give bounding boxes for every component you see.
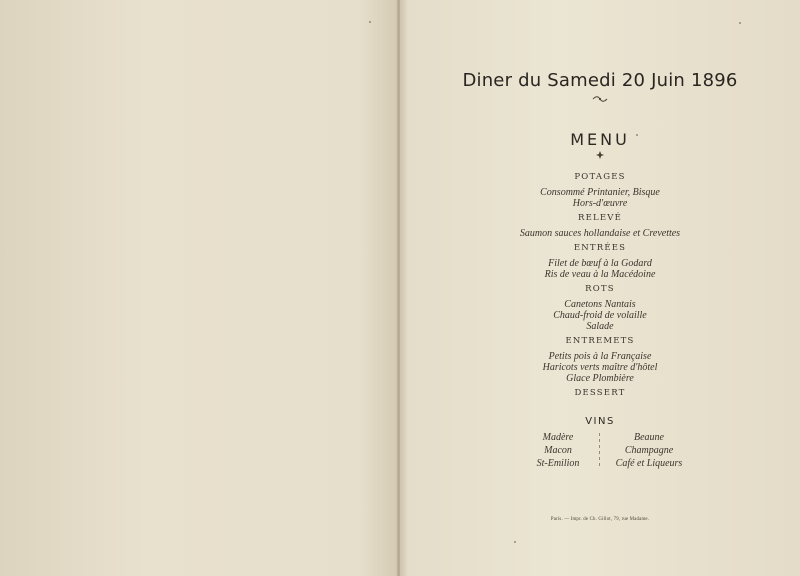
- dish-potages-1: Consommé Printanier, Bisque: [540, 187, 660, 198]
- menu-heading: MENU: [570, 130, 630, 149]
- wine-item: Macon: [544, 445, 572, 456]
- printer-imprint: Paris. — Impr. de Ch. Gillot, 79, rue Madame.: [550, 517, 650, 522]
- dish-entremets-2: Haricots verts maître d'hôtel: [542, 362, 658, 373]
- course-potages: [400, 172, 800, 209]
- dish-rots-1: Canetons Nantais: [564, 299, 636, 310]
- paper-speck: [636, 134, 638, 136]
- wine-list: [400, 431, 800, 471]
- course-title-rots: ROTS: [585, 284, 615, 294]
- course-rots: [400, 284, 800, 332]
- course-dessert: [400, 388, 800, 398]
- dish-entremets-1: Petits pois à la Française: [548, 351, 652, 362]
- dish-rots-2: Chaud-froid de volaille: [553, 310, 647, 321]
- left-page: [0, 0, 398, 576]
- course-releve: [400, 213, 800, 239]
- course-entrees: [400, 243, 800, 280]
- wine-item: Café et Liqueurs: [615, 458, 683, 469]
- course-title-potages: POTAGES: [574, 172, 626, 182]
- dish-releve-1: Saumon sauces hollandaise et Crevettes: [519, 228, 681, 239]
- course-title-releve: RELEVÉ: [578, 213, 622, 223]
- wine-item: Beaune: [634, 432, 664, 443]
- wine-item: Madère: [542, 432, 574, 443]
- menu-list: [400, 172, 800, 403]
- paper-speck: [369, 21, 371, 23]
- wine-item: St-Emilion: [536, 458, 580, 469]
- course-title-dessert: DESSERT: [574, 388, 626, 398]
- course-title-entrees: ENTRÉES: [573, 243, 627, 253]
- course-entremets: [400, 336, 800, 384]
- dish-potages-2: Hors-d'œuvre: [572, 198, 628, 209]
- course-title-entremets: ENTREMETS: [565, 336, 635, 346]
- menu-ornament-icon: [400, 150, 800, 163]
- vins-heading: VINS: [585, 416, 615, 427]
- paper-speck: [739, 22, 741, 24]
- dish-entrees-1: Filet de bœuf à la Godard: [548, 258, 652, 269]
- wine-column-right: [594, 431, 704, 470]
- dish-entrees-2: Ris de veau à la Macédoine: [544, 269, 656, 280]
- right-page: [400, 0, 800, 576]
- wine-item: Champagne: [624, 445, 674, 456]
- dish-rots-3: Salade: [586, 321, 614, 332]
- paper-speck: [514, 541, 516, 543]
- dinner-title: Diner du Samedi 20 Juin 1896: [462, 70, 738, 91]
- dish-entremets-3: Glace Plombière: [566, 373, 634, 384]
- title-ornament-icon: [400, 95, 800, 106]
